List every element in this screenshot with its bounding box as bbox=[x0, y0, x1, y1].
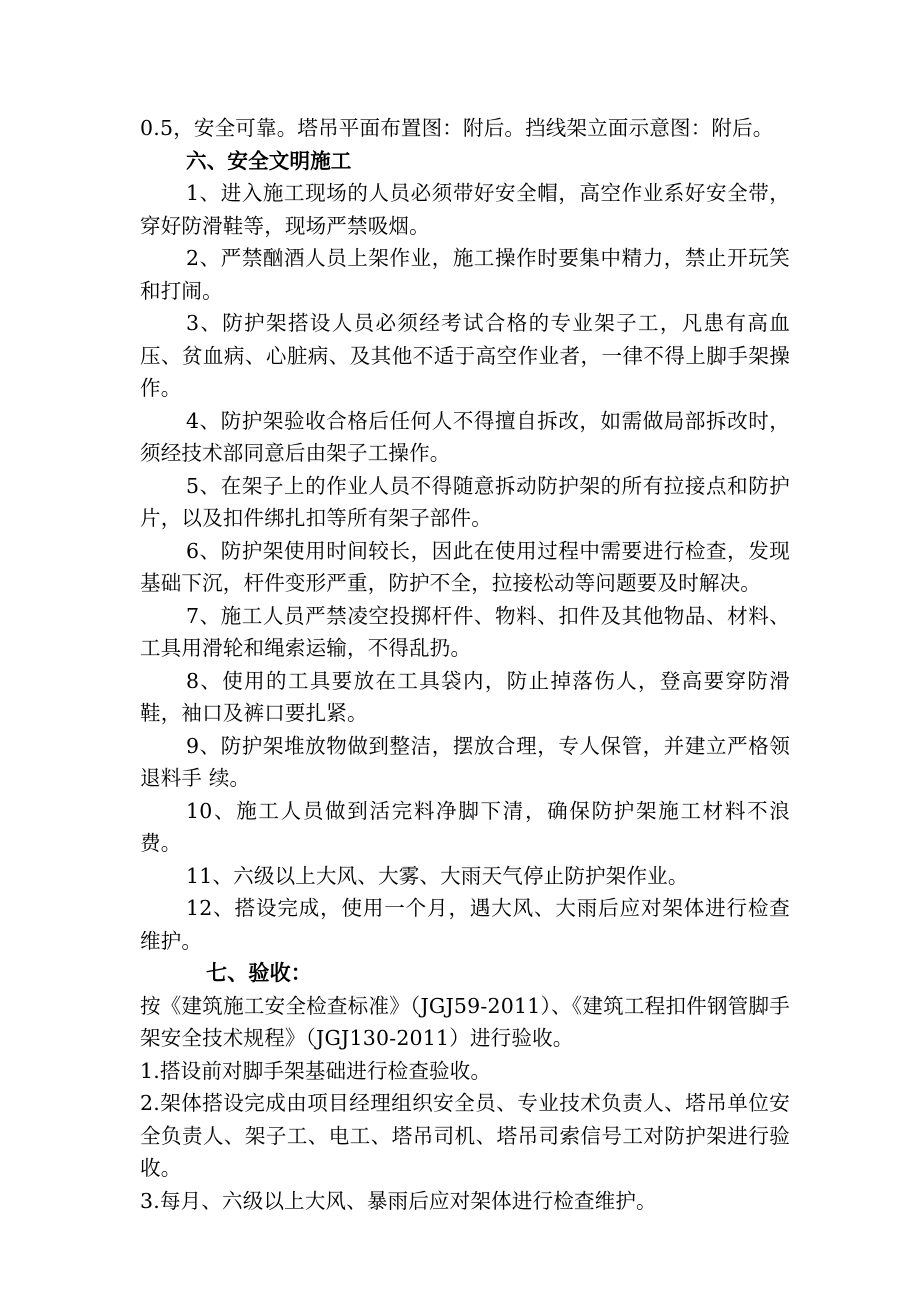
section-6-item-11: 11、六级以上大风、大雾、大雨天气停止防护架作业。 bbox=[186, 863, 689, 888]
section-6-item-6: 6、防护架使用时间较长，因此在使用过程中需要进行检查，发现基础下沉，杆件变形严重，防护不全，拉接松动等问题要及时解决。 bbox=[140, 538, 790, 595]
section-7-item-3: 3.每月、六级以上大风、暴雨后应对架体进行检查维护。 bbox=[140, 1188, 657, 1213]
section-6-item-3: 3、防护架搭设人员必须经考试合格的专业架子工，凡患有高血压、贫血病、心脏病、及其他不适于高空作业者，一律不得上脚手架操作。 bbox=[140, 311, 790, 400]
section-6-item-2: 2、严禁酗酒人员上架作业，施工操作时要集中精力，禁止开玩笑和打闹。 bbox=[140, 246, 790, 303]
section-6-item-9: 9、防护架堆放物做到整洁，摆放合理，专人保管，并建立严格领退料手 续。 bbox=[140, 733, 790, 790]
section-6-item-8: 8、使用的工具要放在工具袋内，防止掉落伤人，登高要穿防滑鞋，袖口及裤口要扎紧。 bbox=[140, 668, 790, 725]
section-6-item-4: 4、防护架验收合格后任何人不得擅自拆改，如需做局部拆改时，须经技术部同意后由架子工操作。 bbox=[140, 408, 790, 465]
section-7-intro: 按《建筑施工安全检查标准》（JGJ59-2011）、《建筑工程扣件钢管脚手架安全技术规程》（JGJ130-2011）进行验收。 bbox=[140, 993, 790, 1050]
section-7-title: 七、验收： bbox=[206, 960, 312, 985]
section-6-item-12: 12、搭设完成，使用一个月，遇大风、大雨后应对架体进行检查维护。 bbox=[140, 896, 790, 953]
intro-line: 0.5，安全可靠。塔吊平面布置图：附后。挡线架立面示意图：附后。 bbox=[140, 116, 774, 140]
section-6-title: 六、安全文明施工 bbox=[186, 148, 352, 173]
section-7-item-2: 2.架体搭设完成由项目经理组织安全员、专业技术负责人、塔吊单位安全负责人、架子工、电工、塔吊司机、塔吊司索信号工对防护架进行验收。 bbox=[140, 1091, 790, 1180]
section-6-item-5: 5、在架子上的作业人员不得随意拆动防护架的所有拉接点和防护片，以及扣件绑扎扣等所有架子部件。 bbox=[140, 473, 790, 530]
section-7-item-1: 1.搭设前对脚手架基础进行检查验收。 bbox=[140, 1058, 492, 1083]
section-6-item-1: 1、进入施工现场的人员必须带好安全帽，高空作业系好安全带，穿好防滑鞋等，现场严禁吸烟。 bbox=[140, 181, 790, 238]
section-6-item-10: 10、施工人员做到活完料净脚下清，确保防护架施工材料不浪费。 bbox=[140, 798, 790, 855]
section-6-item-7: 7、施工人员严禁凌空投掷杆件、物料、扣件及其他物品、材料、工具用滑轮和绳索运输，不得乱扔。 bbox=[140, 603, 790, 660]
document-page bbox=[140, 112, 790, 1217]
